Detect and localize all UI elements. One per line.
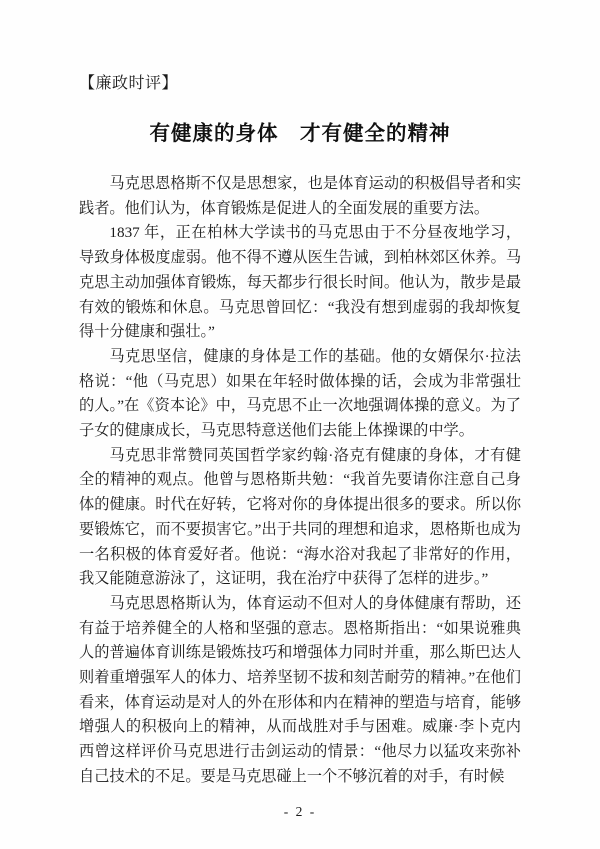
paragraph: 马克思非常赞同英国哲学家约翰·洛克有健康的身体，才有健全的精神的观点。他曾与恩格斯共勉：“我首先要请你注意自己身体的健康。时代在好转，它将对你的身体提出很多的要求。所以你要锻炼它，而不要损害它。”出于共同的理想和追求，恩格斯也成为一名积极的体育爱好者。他说：“海水浴对我起了非常好的作用，我又能随意游泳了，这证明，我在治疗中获得了怎样的进步。” — [79, 446, 521, 588]
paragraph: 马克思坚信，健康的身体是工作的基础。他的女婿保尔·拉法格说：“他（马克思）如果在年轻时做体操的话，会成为非常强壮的人。”在《资本论》中，马克思不止一次地强调体操的意义。为了子女的健康成长，马克思特意送他们去能上体操课的中学。 — [79, 347, 521, 440]
page-number: - 2 - — [283, 803, 317, 819]
category-label: 【廉政时评】 — [79, 75, 179, 92]
document-title: 有健康的身体 才有健全的精神 — [149, 122, 451, 145]
paragraph: 马克思恩格斯不仅是思想家，也是体育运动的积极倡导者和实践者。他们认为，体育锻炼是促进人的全面发展的重要方法。 — [79, 175, 521, 217]
paragraph: 1837 年，正在柏林大学读书的马克思由于不分昼夜地学习，导致身体极度虚弱。他不得不遵从医生告诫，到柏林郊区休养。马克思主动加强体育锻炼，每天都步行很长时间。他认为，散步是最有效的锻炼和休息。马克思曾回忆：“我没有想到虚弱的我却恢复得十分健康和强壮。” — [79, 224, 521, 341]
document-body — [79, 172, 521, 790]
paragraph: 马克思恩格斯认为，体育运动不但对人的身体健康有帮助，还有益于培养健全的人格和坚强的意志。恩格斯指出：“如果说雅典人的普遍体育训练是锻炼技巧和增强体力同时并重，那么斯巴达人则着重增强军人的体力、培养坚韧不拔和刻苦耐劳的精神。”在他们看来，体育运动是对人的外在形体和内在精神的塑造与培育，能够增强人的积极向上的精神，从而战胜对手与困难。威廉·李卜克内西曾这样评价马克思进行击剑运动的情景：“他尽力以猛攻来弥补自己技术的不足。要是马克思碰上一个不够沉着的对手，有时候 — [79, 594, 521, 785]
